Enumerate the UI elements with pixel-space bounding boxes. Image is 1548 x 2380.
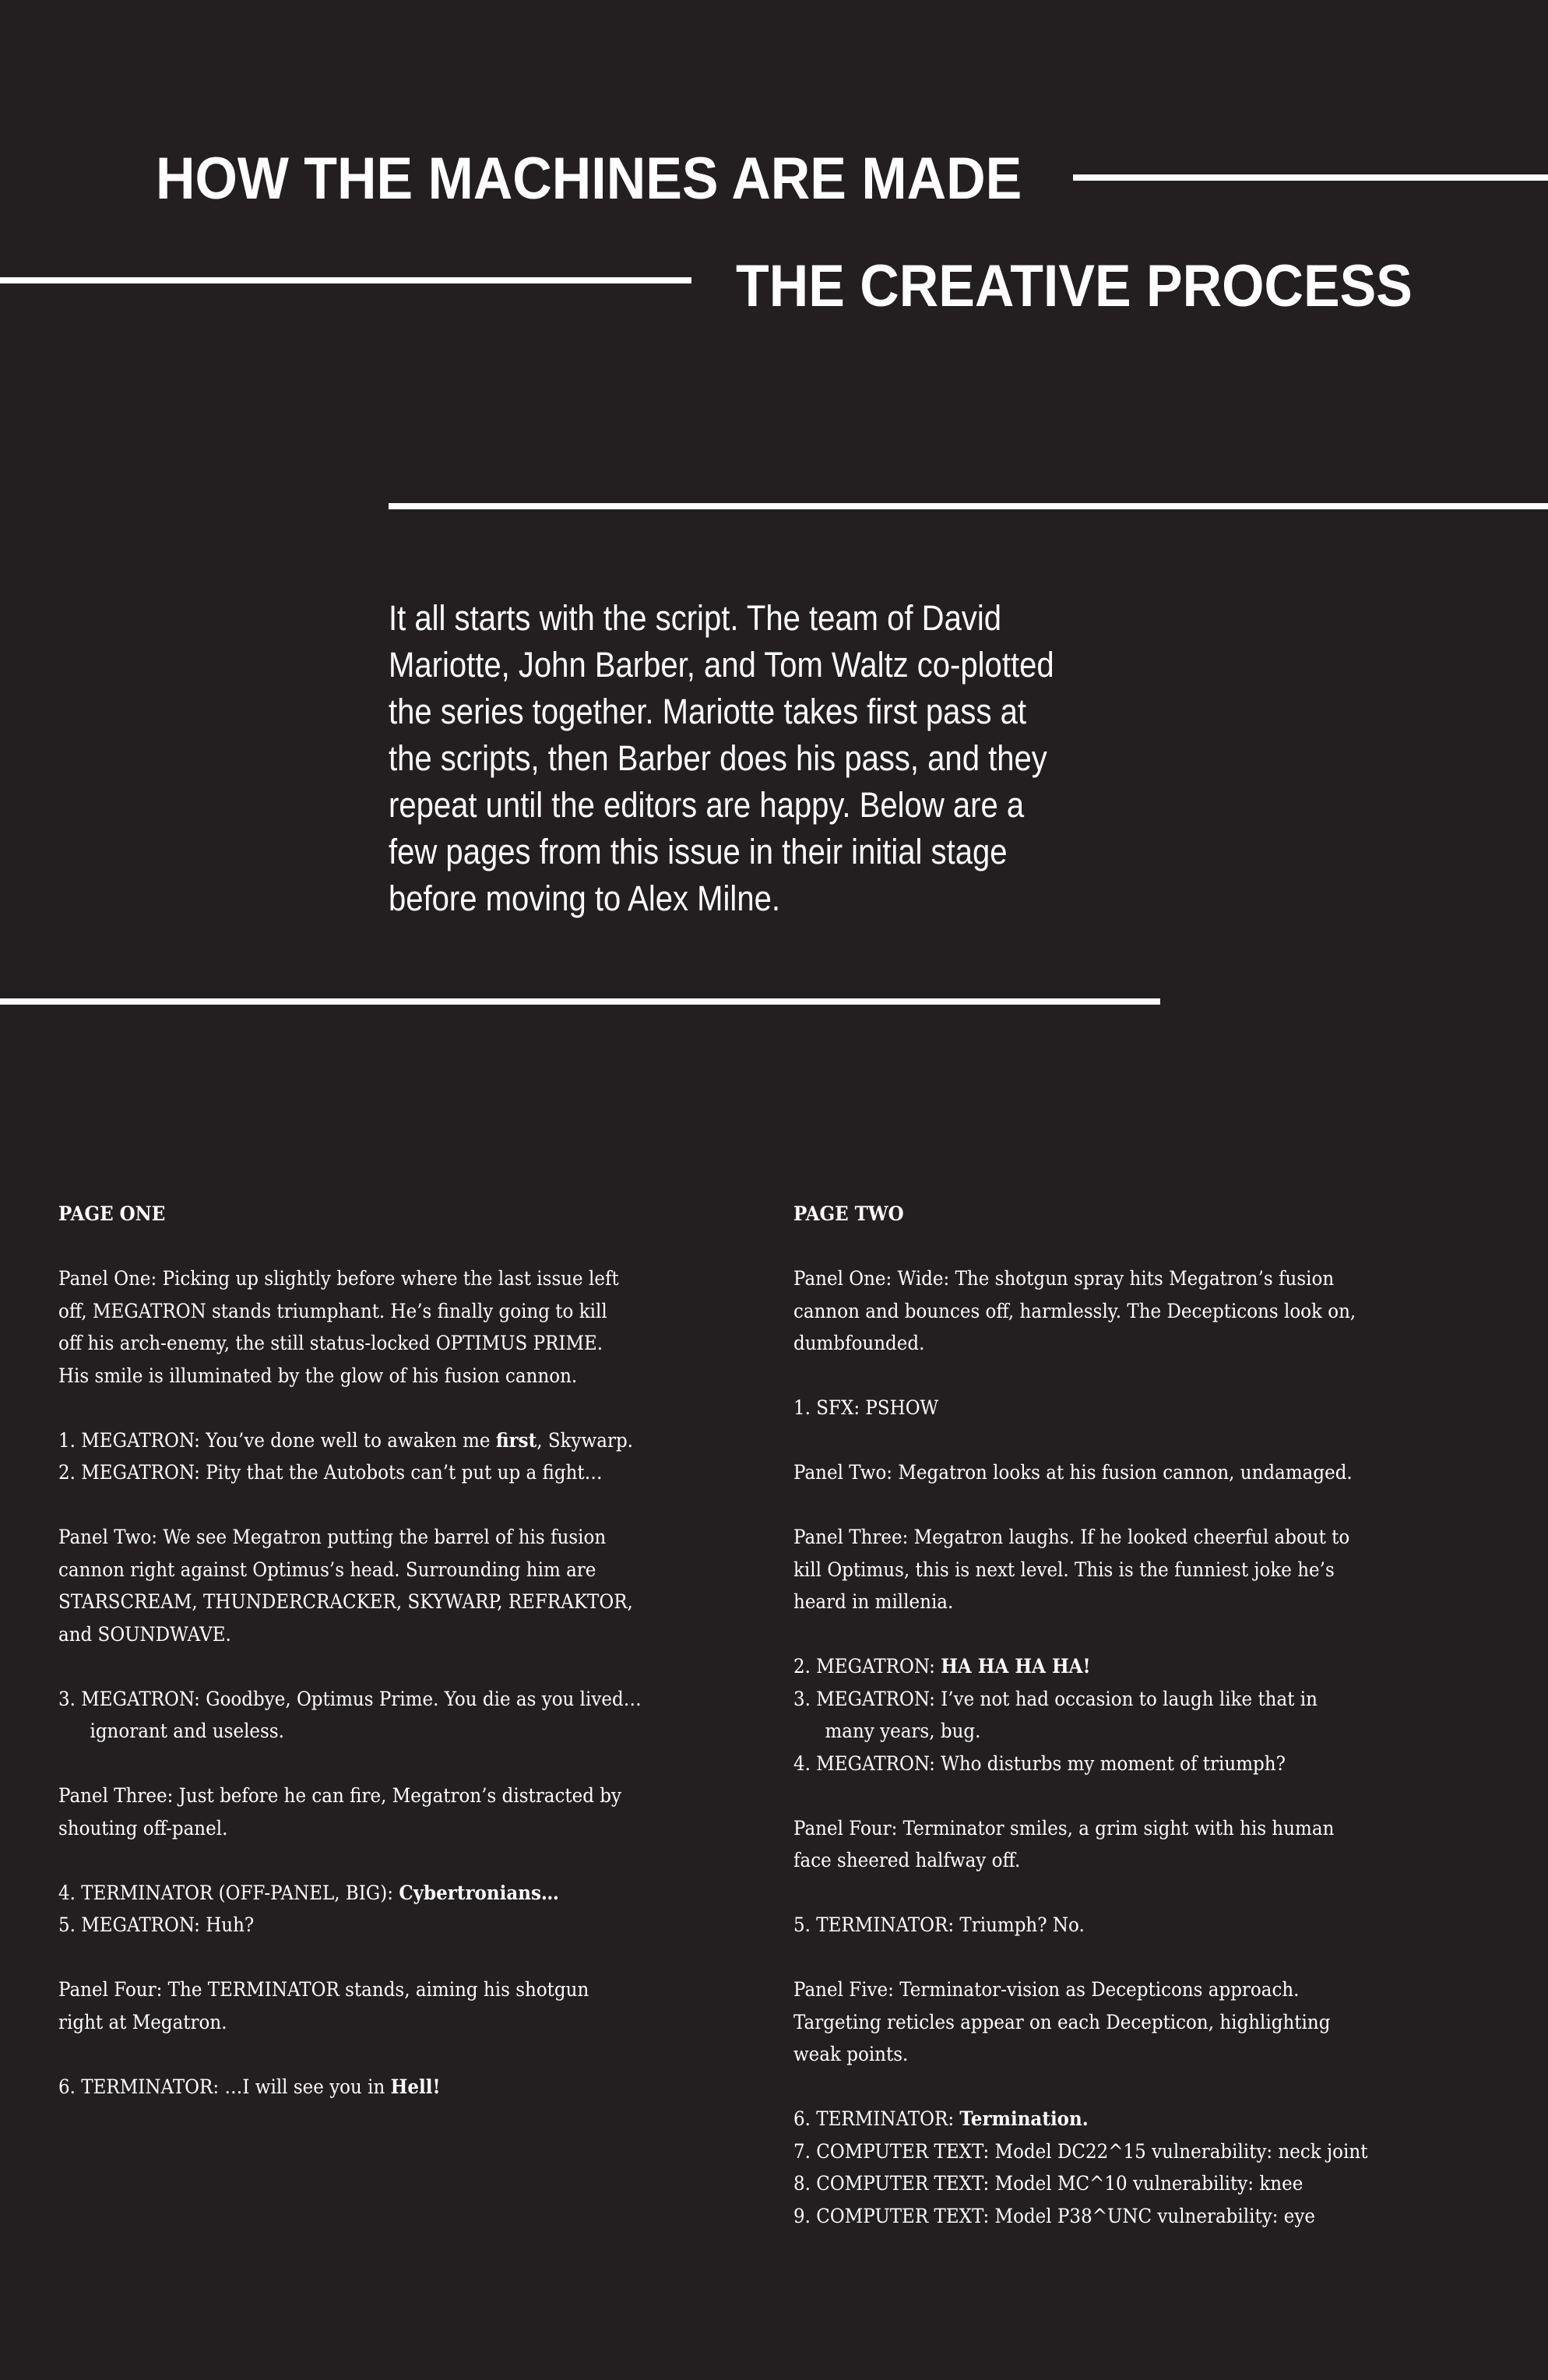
dialogue-line (58, 1424, 642, 1457)
intro-line: the series together. Mariotte takes first pass at (389, 692, 1026, 731)
dialogue-line: 9. COMPUTER TEXT: Model P38^UNC vulnerability: eye (793, 2204, 1315, 2227)
intro-rule-top (389, 503, 1548, 509)
panel-description: Panel Three: Just before he can fire, Megatron’s distracted by (58, 1784, 621, 1807)
subtitle-rule-left (0, 277, 691, 283)
dialogue-text: 6. TERMINATOR: (793, 2107, 960, 2130)
panel-description: heard in millenia. (793, 1590, 954, 1613)
dialogue-line: 5. MEGATRON: Huh? (58, 1914, 255, 1936)
intro-line: repeat until the editors are happy. Below are a (389, 785, 1025, 825)
intro-paragraph (389, 595, 1088, 922)
dialogue-text: 1. MEGATRON: You’ve done well to awaken me (58, 1428, 496, 1452)
intro-line: Mariotte, John Barber, and Tom Waltz co-plotted (389, 645, 1054, 685)
panel-description: cannon right against Optimus’s head. Surrounding him are (58, 1558, 596, 1581)
panel-description: Panel Two: Megatron looks at his fusion cannon, undamaged. (793, 1461, 1353, 1484)
dialogue-text: 6. TERMINATOR: …I will see you in (58, 2075, 391, 2098)
panel-description: weak points. (793, 2043, 909, 2065)
dialogue-line-continued: ignorant and useless. (90, 1720, 284, 1742)
dialogue-line-continued: many years, bug. (825, 1720, 981, 1742)
dialogue-line (58, 1877, 642, 1910)
panel-description: kill Optimus, this is next level. This is the funniest joke he’s (793, 1558, 1335, 1581)
dialogue-line: 7. COMPUTER TEXT: Model DC22^15 vulnerability: neck joint (793, 2139, 1368, 2163)
script-page-heading: PAGE TWO (793, 1202, 904, 1225)
dialogue-emphasis: HA HA HA HA! (941, 1655, 1091, 1678)
dialogue-line: 5. TERMINATOR: Triumph? No. (793, 1914, 1085, 1936)
intro-line: It all starts with the script. The team of David (389, 598, 1002, 638)
script-page-two (793, 1198, 1367, 2232)
panel-description: and SOUNDWAVE. (58, 1622, 231, 1646)
panel-description: Panel One: Wide: The shotgun spray hits Megatron’s fusion (793, 1267, 1335, 1290)
panel-description: Panel Two: We see Megatron putting the barrel of his fusion (58, 1526, 607, 1548)
panel-description: Panel Five: Terminator-vision as Decepticons approach. (793, 1978, 1300, 2001)
dialogue-line (58, 2071, 642, 2104)
panel-description: dumbfounded. (793, 1332, 925, 1354)
page-subtitle: THE CREATIVE PROCESS (736, 253, 1413, 319)
dialogue-text: , Skywarp. (537, 1428, 633, 1452)
title-rule-right (1073, 174, 1548, 181)
dialogue-emphasis: Hell! (390, 2075, 441, 2098)
script-page-one (58, 1198, 642, 2103)
dialogue-line: 2. MEGATRON: Pity that the Autobots can’t put up a fight… (58, 1461, 603, 1484)
panel-description: Panel Four: Terminator smiles, a grim sight with his human (793, 1816, 1335, 1840)
dialogue-emphasis: Cybertronians… (399, 1881, 559, 1904)
dialogue-text: 4. TERMINATOR (OFF-PANEL, BIG): (58, 1881, 399, 1904)
dialogue-emphasis: first (495, 1428, 537, 1452)
panel-description: Panel Three: Megatron laughs. If he looked cheerful about to (793, 1526, 1350, 1548)
panel-description: STARSCREAM, THUNDERCRACKER, SKYWARP, REFRAKTOR, (58, 1590, 633, 1613)
dialogue-line (793, 1650, 1367, 1683)
dialogue-line: 8. COMPUTER TEXT: Model MC^10 vulnerability: knee (793, 2172, 1303, 2195)
page-title: HOW THE MACHINES ARE MADE (156, 146, 1022, 212)
dialogue-text: 2. MEGATRON: (793, 1655, 941, 1678)
panel-description: Targeting reticles appear on each Decepticon, highlighting (793, 2010, 1331, 2033)
panel-description: His smile is illuminated by the glow of his fusion cannon. (58, 1364, 578, 1387)
dialogue-line: 3. MEGATRON: Goodbye, Optimus Prime. You die as you lived… (58, 1687, 642, 1710)
panel-description: off, MEGATRON stands triumphant. He’s finally going to kill (58, 1299, 607, 1322)
panel-description: Panel One: Picking up slightly before where the last issue left (58, 1267, 619, 1290)
panel-description: face sheered halfway off. (793, 1849, 1021, 1871)
intro-rule-bottom (0, 998, 1160, 1005)
dialogue-line: 1. SFX: PSHOW (793, 1396, 939, 1419)
panel-description: cannon and bounces off, harmlessly. The Decepticons look on, (793, 1299, 1356, 1322)
intro-line: before moving to Alex Milne. (389, 878, 780, 918)
dialogue-line: 3. MEGATRON: I’ve not had occasion to laugh like that in (793, 1687, 1318, 1710)
panel-description: shouting off-panel. (58, 1816, 228, 1840)
dialogue-emphasis: Termination. (959, 2107, 1089, 2130)
panel-description: off his arch-enemy, the still status-locked OPTIMUS PRIME. (58, 1332, 603, 1354)
intro-line: few pages from this issue in their initial stage (389, 832, 1008, 871)
panel-description: right at Megatron. (58, 2010, 227, 2033)
script-page-heading: PAGE ONE (58, 1202, 166, 1225)
dialogue-line: 4. MEGATRON: Who disturbs my moment of triumph? (793, 1752, 1286, 1775)
panel-description: Panel Four: The TERMINATOR stands, aiming his shotgun (58, 1978, 589, 2001)
intro-line: the scripts, then Barber does his pass, and they (389, 738, 1047, 778)
dialogue-line (793, 2103, 1367, 2135)
